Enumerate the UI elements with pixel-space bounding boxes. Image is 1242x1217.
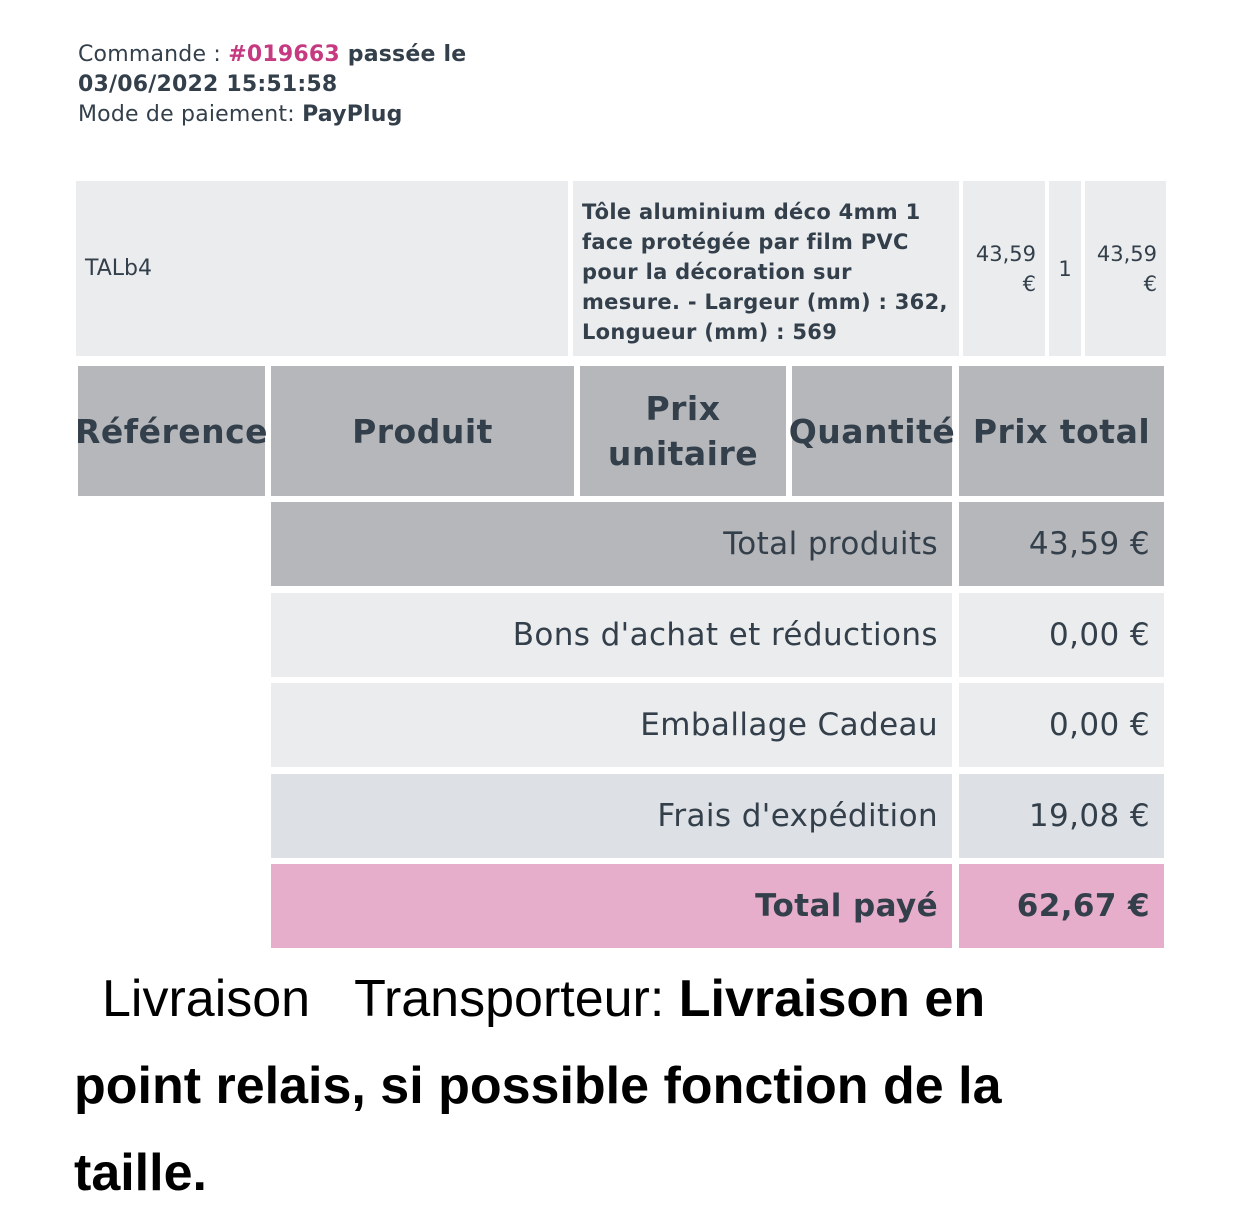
summary-label-gift-wrap: Emballage Cadeau	[271, 683, 952, 767]
carrier-label: Transporteur:	[354, 970, 679, 1028]
summary-label-total-products: Total produits	[271, 502, 952, 586]
product-total-price-currency: €	[1143, 272, 1157, 296]
order-line	[78, 40, 466, 70]
summary-label-shipping: Frais d'expédition	[271, 774, 952, 858]
column-header-unit-price-line2: unitaire	[607, 434, 759, 473]
payment-line	[78, 100, 466, 130]
column-header-quantity: Quantité	[792, 366, 952, 496]
summary-value-total-paid: 62,67 €	[959, 864, 1164, 948]
product-unit-price	[963, 181, 1045, 356]
product-unit-price-amount: 43,59	[975, 242, 1036, 266]
column-header-unit-price	[580, 366, 786, 496]
summary-value-vouchers: 0,00 €	[959, 593, 1164, 677]
carrier-value: Livraison en point relais, si possible fonction de la taille.	[74, 970, 1002, 1202]
product-total-price-amount: 43,59	[1096, 242, 1157, 266]
product-reference-text: TALb4	[85, 256, 152, 281]
delivery-heading: Livraison	[102, 970, 311, 1028]
summary-label-total-paid: Total payé	[271, 864, 952, 948]
product-reference	[76, 181, 568, 356]
order-info	[78, 40, 466, 130]
order-label: Commande :	[78, 42, 229, 67]
order-date: 03/06/2022 15:51:58	[78, 72, 338, 97]
order-passed-label: passée le	[339, 42, 467, 67]
column-header-reference: Référence	[78, 366, 265, 496]
product-name: Tôle aluminium déco 4mm 1 face protégée par film PVC pour la décoration sur mesure. - Largeur (mm) : 362, Longueur (mm) : 569	[573, 181, 959, 356]
summary-value-gift-wrap: 0,00 €	[959, 683, 1164, 767]
product-quantity-value: 1	[1058, 256, 1072, 281]
summary-value-shipping: 19,08 €	[959, 774, 1164, 858]
delivery-section	[74, 956, 1074, 1217]
product-quantity	[1049, 181, 1081, 356]
summary-label-vouchers: Bons d'achat et réductions	[271, 593, 952, 677]
product-unit-price-currency: €	[1022, 272, 1036, 296]
order-number[interactable]: #019663	[228, 42, 340, 67]
payment-method: PayPlug	[302, 102, 403, 127]
payment-label: Mode de paiement:	[78, 102, 303, 127]
column-header-total-price: Prix total	[959, 366, 1164, 496]
column-header-unit-price-line1: Prix	[645, 389, 721, 428]
column-header-product: Produit	[271, 366, 574, 496]
product-total-price	[1085, 181, 1166, 356]
summary-value-total-products: 43,59 €	[959, 502, 1164, 586]
